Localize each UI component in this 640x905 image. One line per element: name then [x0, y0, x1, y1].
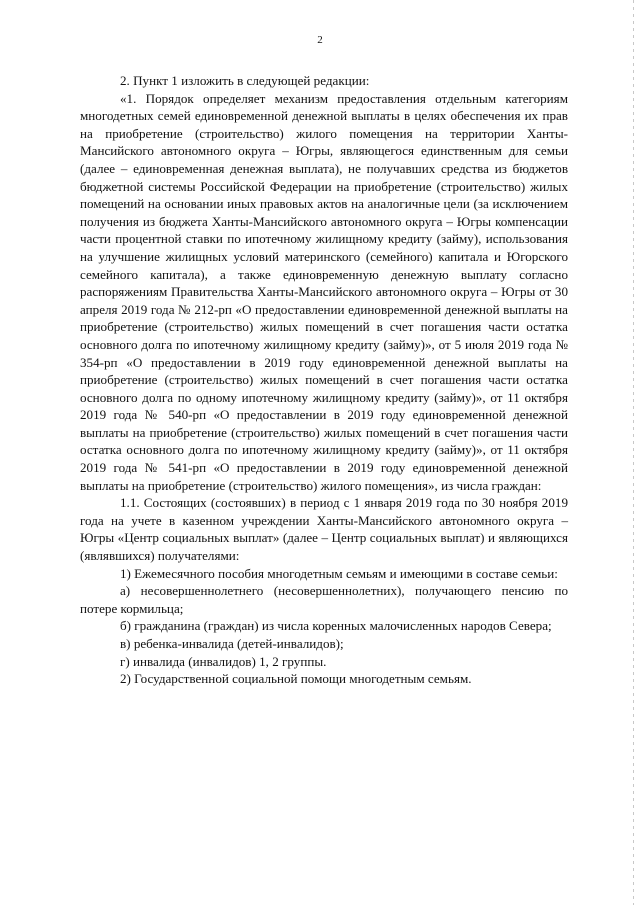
paragraph-item-2: 2) Государственной социальной помощи многодетным семьям.	[120, 671, 472, 687]
paragraph-item-b: б) гражданина (граждан) из числа коренных малочисленных народов Севера;	[120, 618, 552, 634]
paragraph-subpoint-1-1: 1.1. Состоящих (состоявших) в период с 1 января 2019 года по 30 ноября 2019 года на учете в казенном учреждении Ханты-Мансийского автономного округа – Югры «Центр социальных выплат» (далее – Центр социальных выплат) и являющихся (являвшихся) получателями:	[80, 495, 568, 564]
paragraph-item-1: 1) Ежемесячного пособия многодетным семьям и имеющими в составе семьи:	[120, 565, 558, 581]
paragraph-point-1: «1. Порядок определяет механизм предоставления отдельным категориям многодетных семей единовременной денежной выплаты в целях обеспечения их прав на приобретение (строительство) жилого помещения на территории Ханты-Мансийского автономного округа – Югры, являющегося единственным для семьи (далее – единовременная денежная выплата), не получавших средства из бюджетов бюджетной системы Российской Федерации на приобретение (строительство) жилых помещений на основании иных правовых актов на аналогичные цели (за исключением получения из бюджета Ханты-Мансийского автономного округа – Югры компенсации части процентной ставки по ипотечному жилищному кредиту (займу), использования на улучшение жилищных условий материнского (семейного) капитала и Югорского семейного капитала), а также единовременную денежную выплату согласно распоряжениям Правительства Ханты-Мансийского автономного округа – Югры от 30 апреля 2019 года № 212-рп «О предоставлении единовременной денежной выплаты на приобретение (строительство) жилых помещений в счет погашения части остатка основного долга по ипотечному жилищному кредиту (займу)», от 5 июля 2019 года № 354-рп «О предоставлении в 2019 году единовременной денежной выплаты на приобретение (строительство) жилых помещений в счет погашения части остатка основного долга по одному ипотечному жилищному кредиту (займу)», от 11 октября 2019 года № 540-рп «О предоставлении в 2019 году единовременной денежной выплаты на приобретение (строительство) жилых помещений в счет погашения части остатка основного долга по ипотечному жилищному кредиту (займу)», от 11 октября 2019 года № 541-рп «О предоставлении в 2019 году единовременной денежной выплаты на приобретение (строительство) жилого помещения», из числа граждан:	[80, 90, 568, 493]
paragraph-amendment-intro: 2. Пункт 1 изложить в следующей редакции:	[120, 73, 370, 88]
paragraph-item-v: в) ребенка-инвалида (детей-инвалидов);	[120, 636, 344, 651]
document-body	[80, 72, 568, 688]
scan-edge-line	[633, 0, 634, 905]
paragraph-item-g: г) инвалида (инвалидов) 1, 2 группы.	[120, 653, 327, 669]
paragraph-item-a: а) несовершеннолетнего (несовершеннолетних), получающего пенсию по потере кормильца;	[80, 583, 568, 616]
page-number: 2	[317, 34, 323, 46]
